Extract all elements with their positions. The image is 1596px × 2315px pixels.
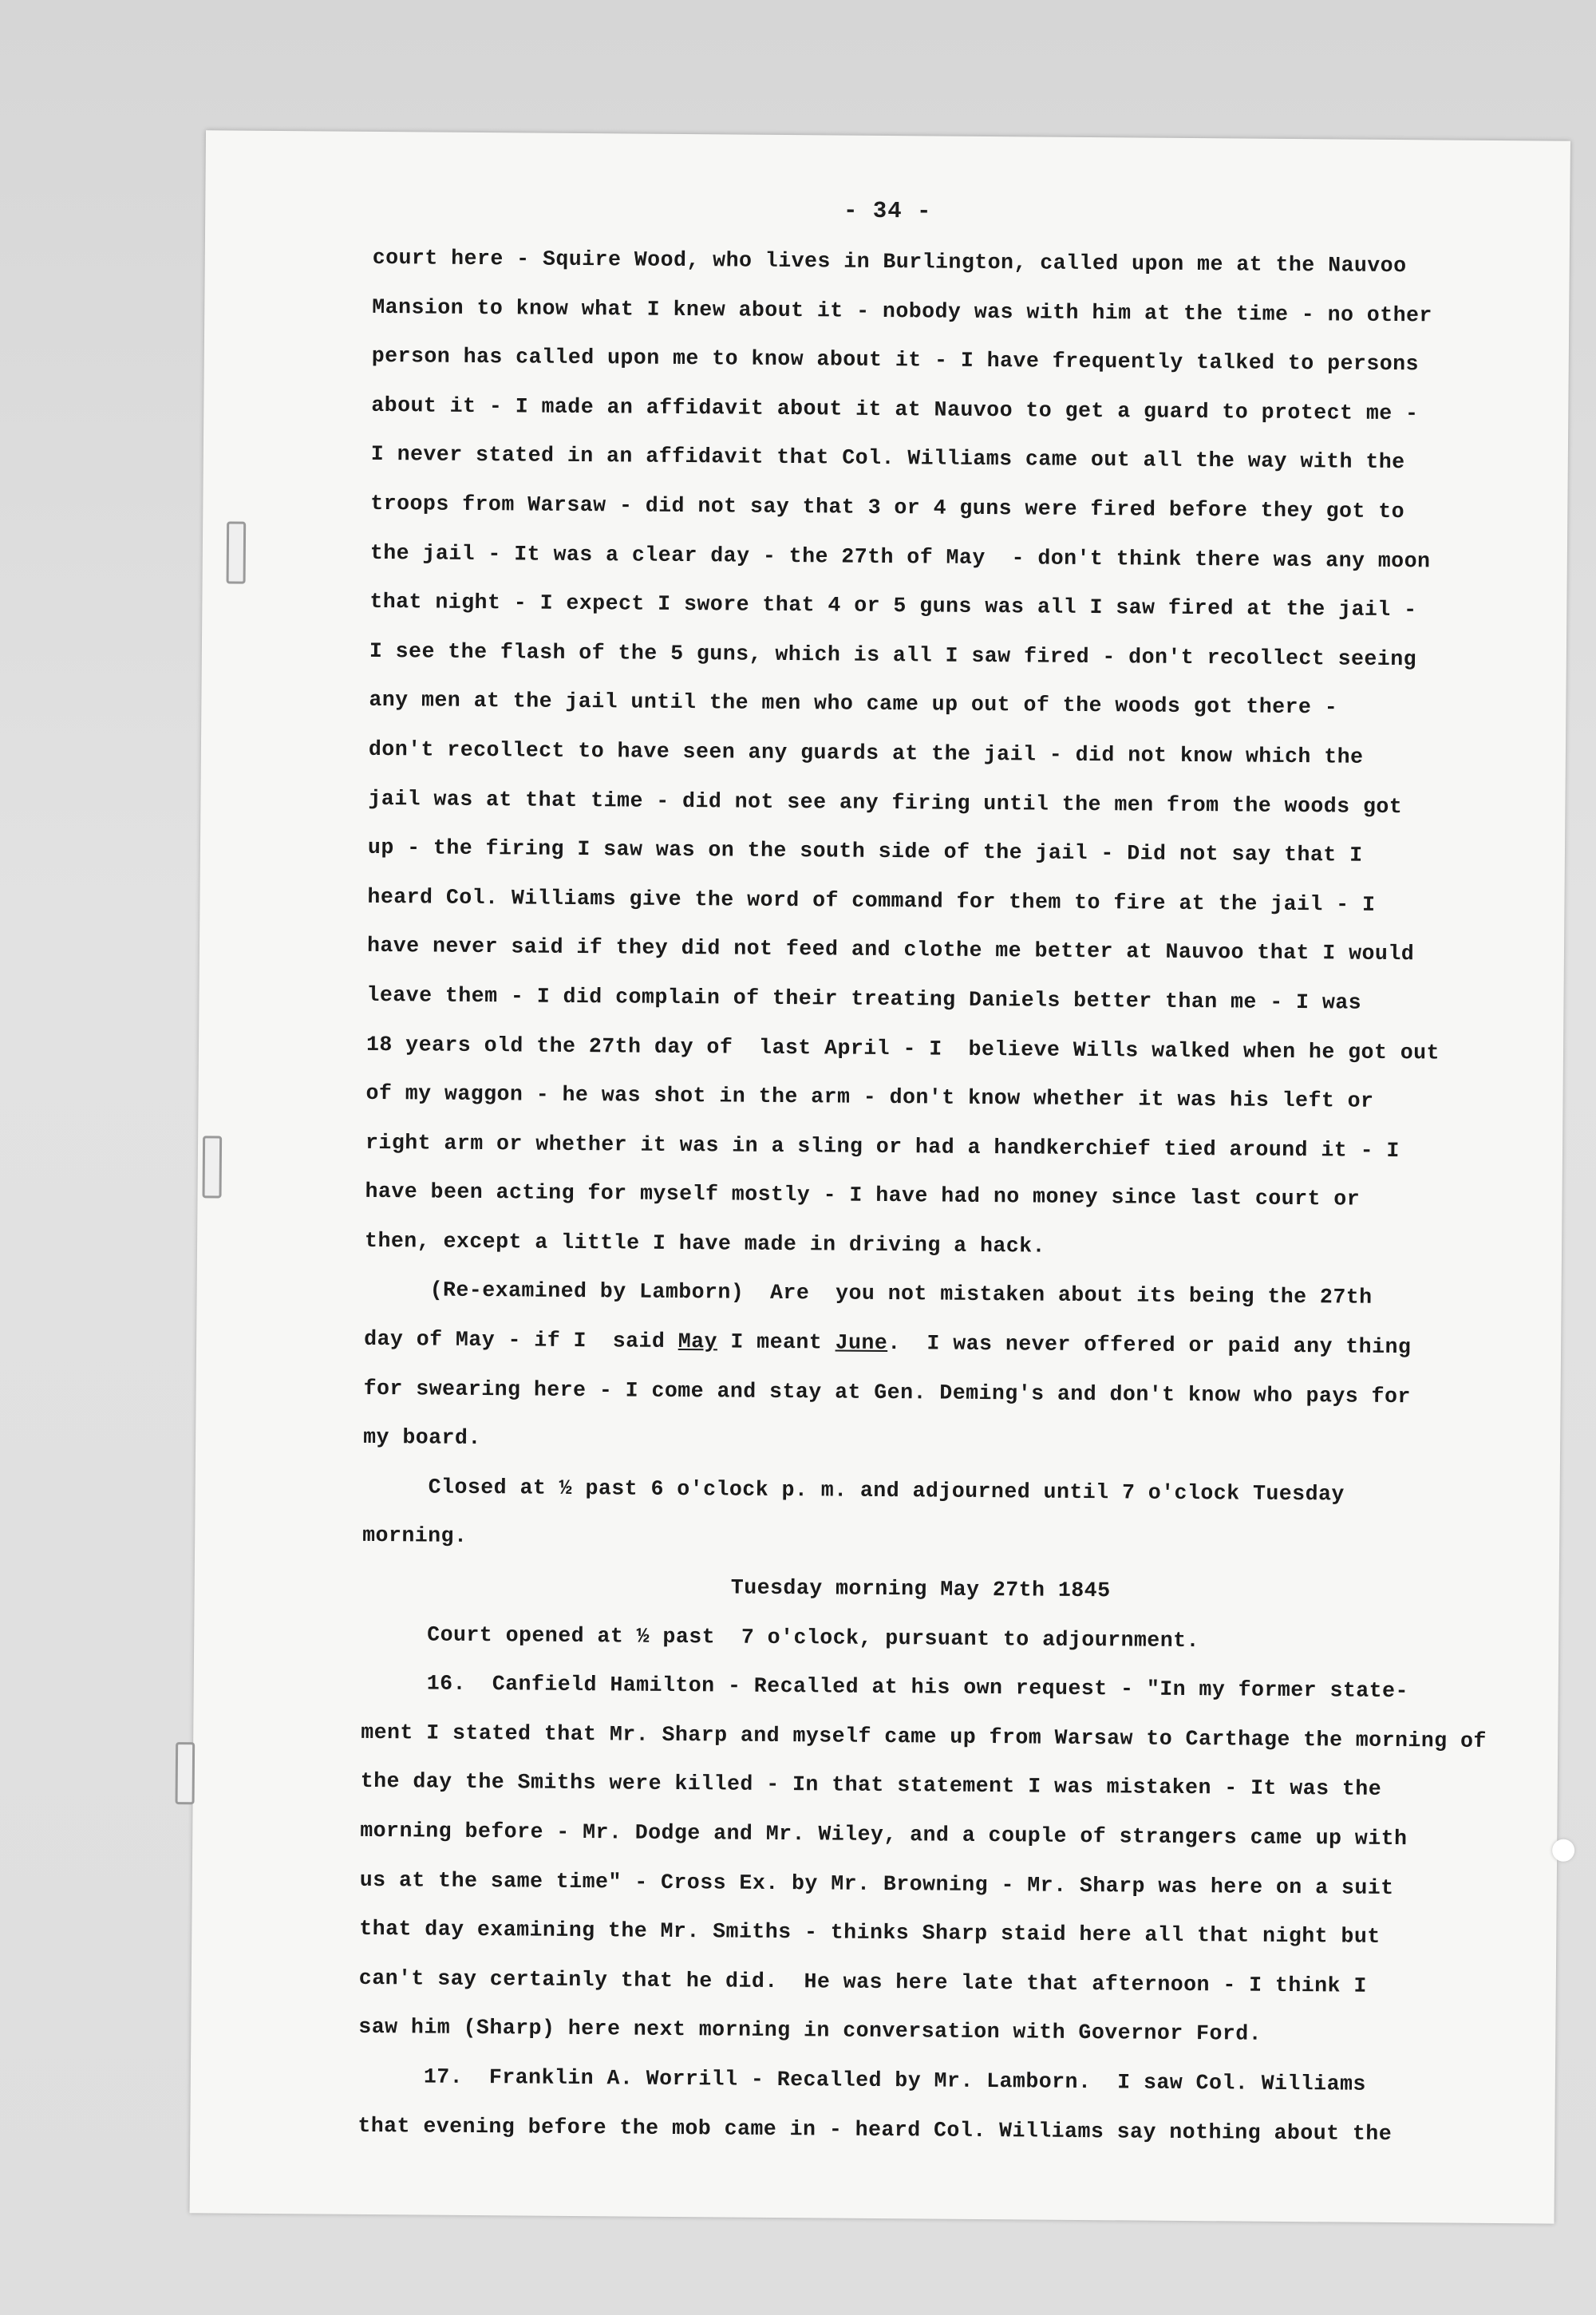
text-line: leave them - I did complain of their treating Daniels better than me - I was	[366, 982, 1362, 1015]
binder-tab	[227, 522, 247, 584]
reexamination-line: (Re-examined by Lamborn) Are you not mistaken about its being the 27th	[364, 1278, 1373, 1310]
text-line: morning before - Mr. Dodge and Mr. Wiley, and a couple of strangers came up with	[360, 1818, 1408, 1851]
text-line: person has called upon me to know about it - I have frequently talked to persons	[371, 344, 1420, 377]
text-fragment: . I was never offered or paid any thing	[887, 1331, 1412, 1360]
text-line: troops from Warsaw - did not say that 3 or 4 guns were fired before they got to	[370, 491, 1405, 524]
text-line: Mansion to know what I knew about it - nobody was with him at the time - no other	[372, 294, 1432, 327]
transcript-body	[358, 234, 1490, 2159]
punch-hole-mark	[1552, 1839, 1574, 1862]
text-line: 17. Franklin A. Worrill - Recalled by Mr. Lamborn. I saw Col. Williams	[358, 2064, 1366, 2096]
text-line: have been acting for myself mostly - I have had no money since last court or	[365, 1179, 1361, 1211]
underlined-word-may: May	[678, 1329, 718, 1354]
text-line: of my waggon - he was shot in the arm - don't know whether it was his left or	[365, 1080, 1374, 1113]
text-line: I see the flash of the 5 guns, which is all I saw fired - don't recollect seeing	[369, 638, 1417, 671]
binder-tab	[176, 1742, 196, 1804]
text-line: any men at the jail until the men who came up out of the woods got there -	[369, 688, 1338, 720]
closing-line: Closed at ½ past 6 o'clock p. m. and adjourned until 7 o'clock Tuesday	[362, 1474, 1345, 1507]
closing-line: morning.	[362, 1523, 468, 1549]
text-line: that day examining the Mr. Smiths - thinks Sharp staid here all that night but	[359, 1917, 1381, 1950]
document-page	[190, 130, 1570, 2223]
text-line: saw him (Sharp) here next morning in conversation with Governor Ford.	[358, 2015, 1262, 2047]
text-line: ment I stated that Mr. Sharp and myself came up from Warsaw to Carthage the morning of	[361, 1720, 1487, 1753]
underlined-word-june: June	[835, 1330, 888, 1356]
text-line: us at the same time" - Cross Ex. by Mr. Browning - Mr. Sharp was here on a suit	[359, 1867, 1394, 1900]
text-line: Court opened at ½ past 7 o'clock, pursuant to adjournment.	[361, 1622, 1200, 1653]
text-line: jail was at that time - did not see any firing until the men from the woods got	[368, 786, 1403, 819]
text-line: don't recollect to have seen any guards at the jail - did not know which the	[368, 737, 1364, 769]
page-number: - 34 -	[843, 197, 932, 225]
reexamination-line	[364, 1315, 1481, 1373]
text-line: right arm or whether it was in a sling or had a handkerchief tied around it - I	[365, 1130, 1400, 1163]
text-line: 18 years old the 27th day of last April - I believe Wills walked when he got out	[365, 1032, 1440, 1065]
text-fragment: day of May - if I said	[364, 1326, 678, 1354]
text-line: up - the firing I saw was on the south side of the jail - Did not say that I	[367, 836, 1363, 867]
date-heading: Tuesday morning May 27th 1845	[730, 1575, 1111, 1603]
text-line: about it - I made an affidavit about it at Nauvoo to get a guard to protect me -	[371, 393, 1419, 426]
text-line: court here - Squire Wood, who lives in Burlington, called upon me at the Nauvoo	[372, 245, 1407, 279]
text-line: the day the Smiths were killed - In that statement I was mistaken - It was the	[360, 1769, 1382, 1802]
reexamination-line: for swearing here - I come and stay at Gen. Deming's and don't know who pays for	[363, 1376, 1411, 1408]
text-line: heard Col. Williams give the word of command for them to fire at the jail - I	[367, 884, 1376, 917]
text-fragment: I meant	[717, 1329, 836, 1355]
reexamination-line: my board.	[363, 1425, 481, 1451]
text-line: the jail - It was a clear day - the 27th of May - don't think there was any moon	[369, 540, 1431, 573]
text-line: have never said if they did not feed and clothe me better at Nauvoo that I would	[366, 934, 1415, 966]
text-line: I never stated in an affidavit that Col. Williams came out all the way with the	[370, 442, 1405, 475]
text-line: that evening before the mob came in - heard Col. Williams say nothing about the	[358, 2113, 1393, 2146]
text-line: 16. Canfield Hamilton - Recalled at his own request - "In my former state-	[361, 1671, 1409, 1704]
text-line: can't say certainly that he did. He was here late that afternoon - I think I	[358, 1965, 1367, 1998]
text-line: that night - I expect I swore that 4 or 5 guns was all I saw fired at the jail -	[369, 590, 1417, 622]
binder-tab	[203, 1136, 223, 1198]
text-line: then, except a little I have made in driving a hack.	[364, 1228, 1046, 1258]
